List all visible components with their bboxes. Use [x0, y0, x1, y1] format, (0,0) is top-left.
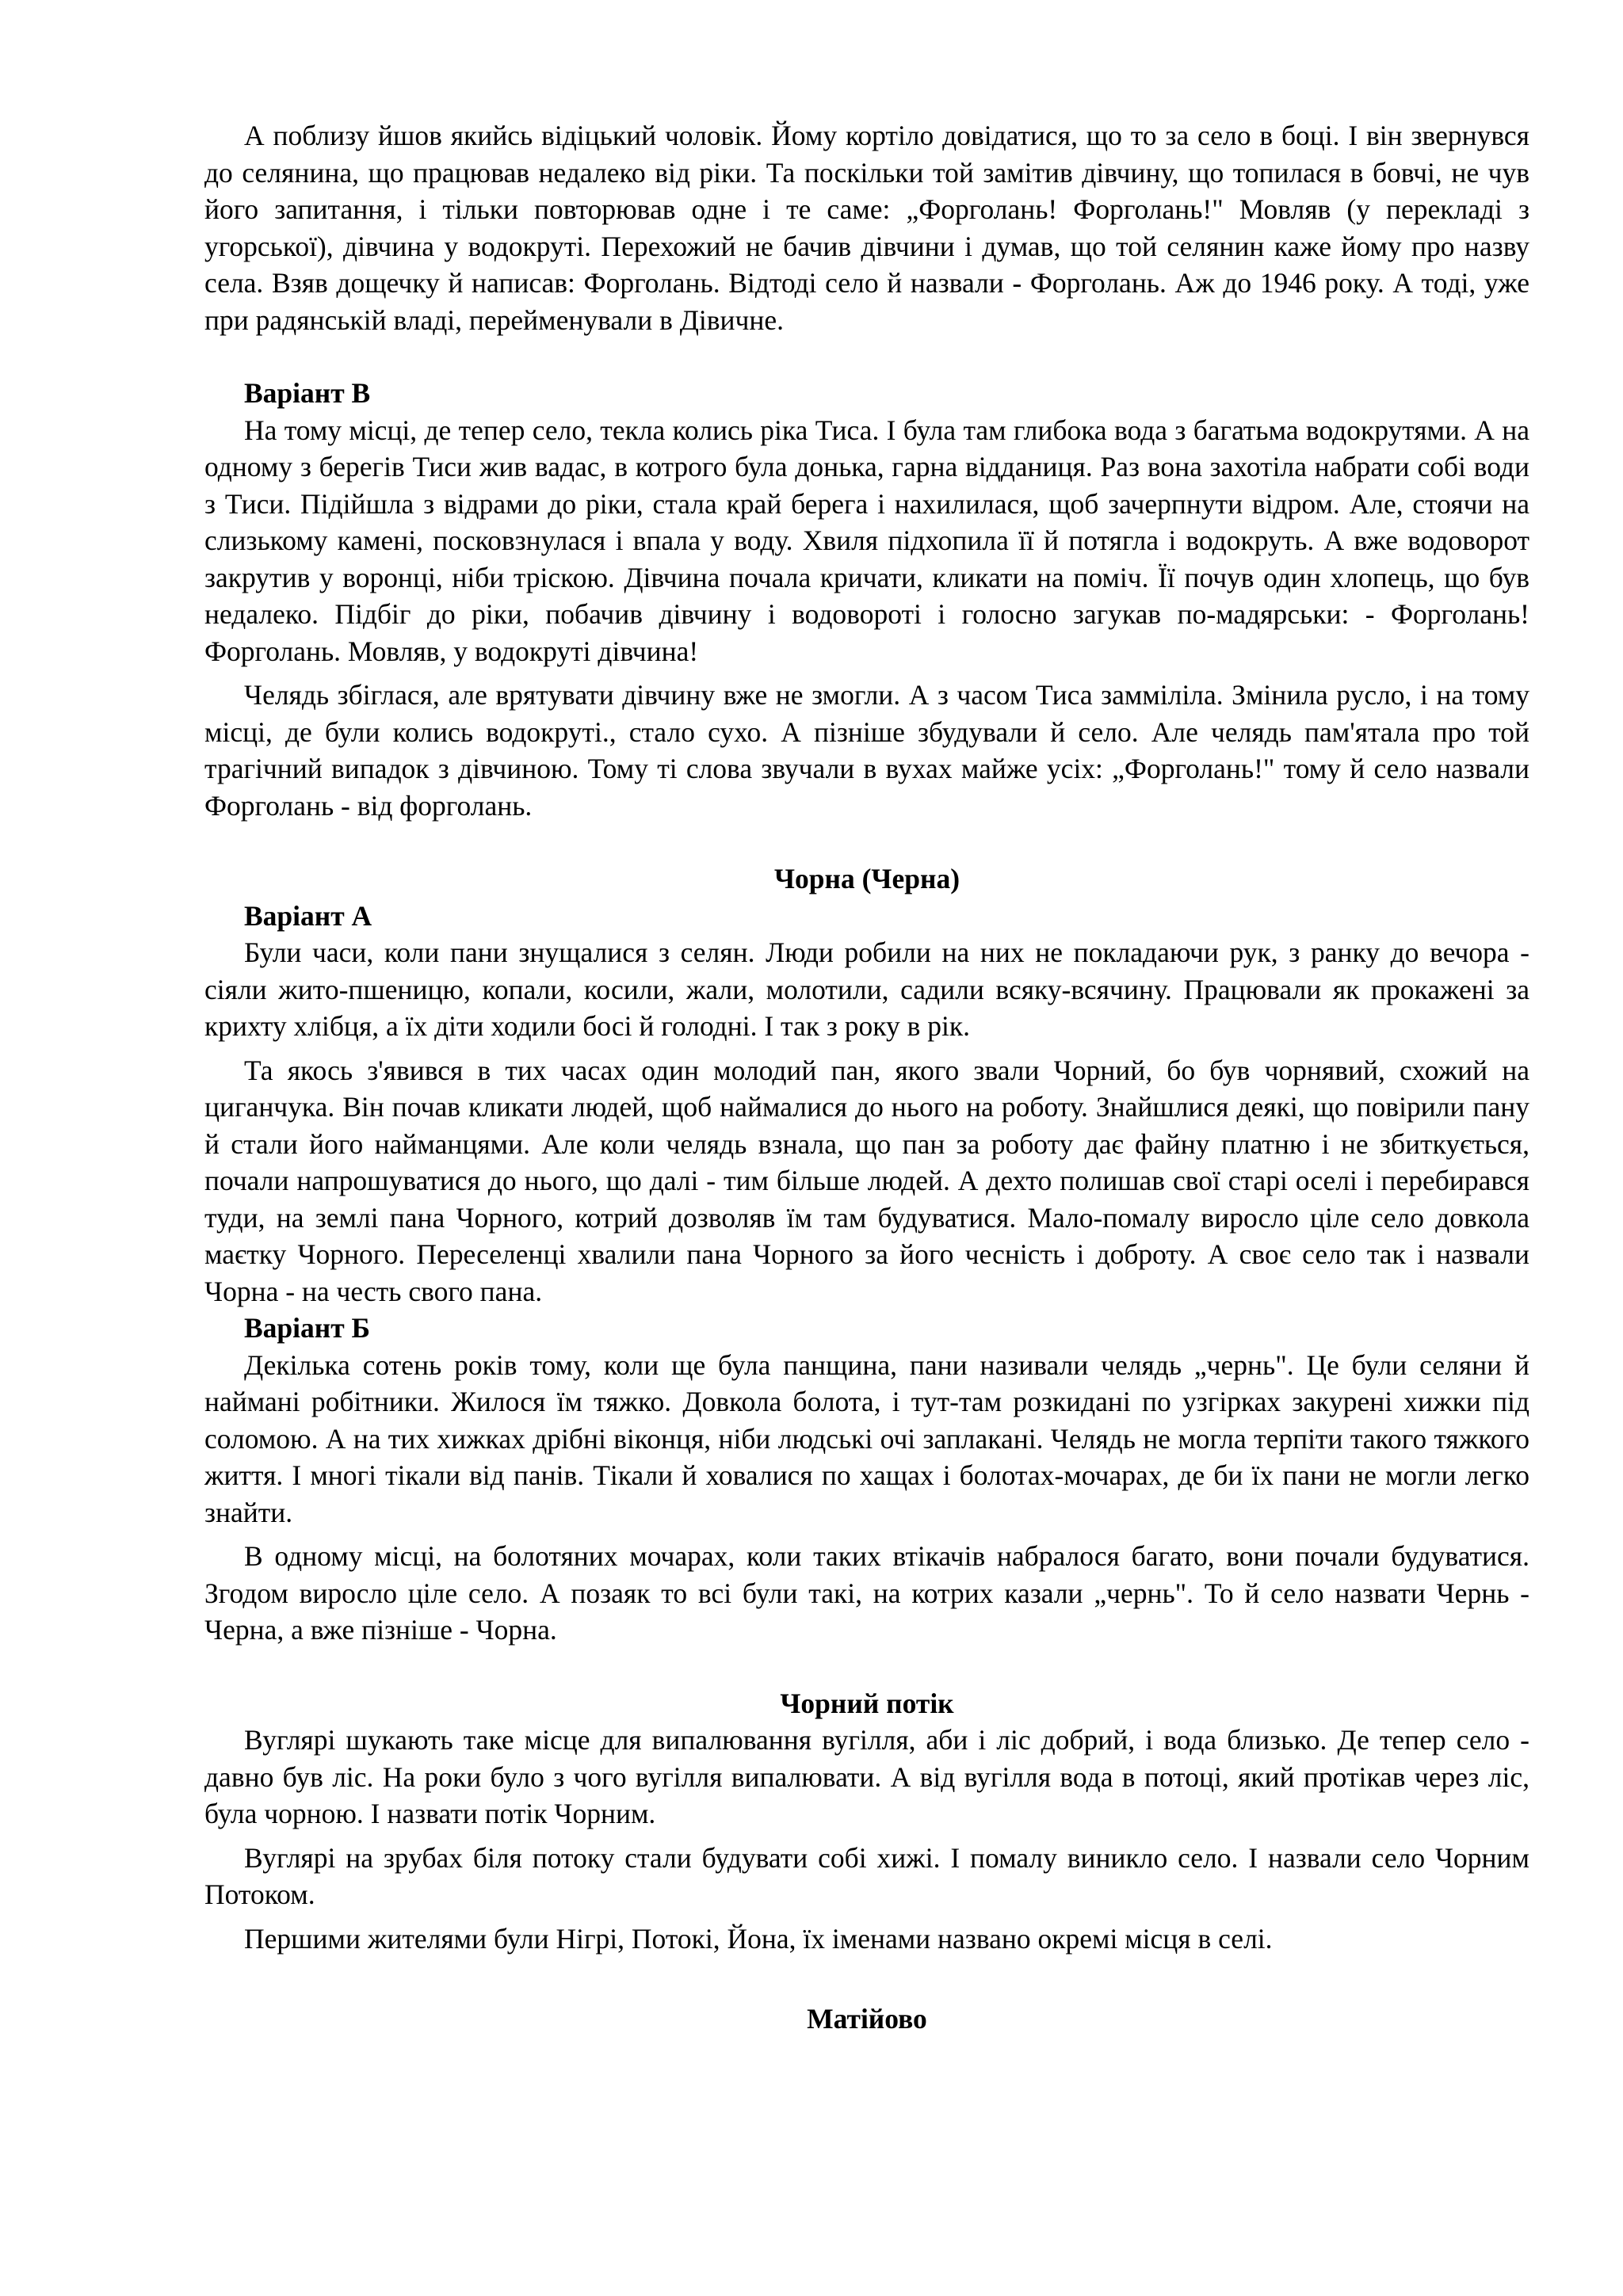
section-gap: [204, 1649, 1529, 1685]
variant-v-paragraph: Челядь збіглася, але врятувати дівчину вже не змогли. А з часом Тиса замміліла. Змінила русло, і на тому місці, де були колись водокруті., стало сухо. А пізніше збудували й село. Але челядь пам'ятала про той трагічний випадок з дівчиною. Тому ті слова звучали в вухах майже усіх: „Форголань!" тому й село назвали Форголань - від форголань.: [204, 679, 1529, 822]
variant-v-paragraph: На тому місці, де тепер село, текла колись ріка Тиса. І була там глибока вода з багатьма водокрутями. А на одному з берегів Тиси жив вадас, в котрого була донька, гарна відданиця. Раз вона захотіла набрати собі води з Тиси. Підійшла з відрами до ріки, стала край берега і нахилилася, щоб зачерпнути відром. Але, стоячи на слизькому камені, посковзнулася і впала у воду. Хвиля підхопила її й потягла і водокруть. А вже водоворот закрутив у воронці, ніби тріскою. Дівчина почала кричати, кликати на поміч. Її почув один хлопець, що був недалеко. Підбіг до ріки, побачив дівчину і водовороті і голосно загукав по-мадярськи: - Форголань! Форголань. Мовляв, у водокруті дівчина!: [204, 414, 1529, 667]
chorna-variant-a-title: Варіант А: [244, 899, 372, 932]
chornyi-potik-paragraph: Вуглярі шукають таке місце для випалювання вугілля, аби і ліс добрий, і вода близько. Де тепер село - давно був ліс. На роки було з чого вугілля випалювати. А від вугілля вода в потоці, який протікав через ліс, була чорною. І назвати потік Чорним.: [204, 1724, 1529, 1829]
paragraph-gap: [204, 1833, 1529, 1840]
chorna-variant-b-paragraph: Декілька сотень років тому, коли ще була панщина, пани називали челядь „чернь". Це були селяни й наймані робітники. Жилося їм тяжко. Довкола болота, і тут-там розкидані по узгірках закурені хижки під соломою. А на тих хижках дрібні віконця, ніби людські очі заплакані. Челядь не могла терпіти такого тяжкого життя. І многі тікали від панів. Тікали й ховалися по хащах і болотах-мочарах, де би їх пани не могли легко знайти.: [204, 1348, 1529, 1528]
chorna-variant-a-paragraph: Були часи, коли пани знущалися з селян. Люди робили на них не покладаючи рук, з ранку до вечора - сіяли жито-пшеницю, копали, косили, жали, молотили, садили всяку-всячину. Працювали як прокажені за крихту хлібця, а їх діти ходили босі й голодні. І так з року в рік.: [204, 936, 1529, 1042]
paragraph-gap: [204, 1045, 1529, 1052]
variant-v-title: Варіант В: [244, 377, 371, 409]
section-gap: [204, 338, 1529, 375]
chorna-variant-b-title: Варіант Б: [244, 1312, 371, 1344]
section-heading-matiiovo: Матійово: [807, 2003, 927, 2035]
paragraph-gap: [204, 1913, 1529, 1920]
chorna-variant-a-paragraph: Та якось з'явився в тих часах один молодий пан, якого звали Чорний, бо був чорнявий, схожий на циганчука. Він почав кликати людей, щоб наймалися до нього на роботу. Знайшлися деякі, що повірили пану й стали його найманцями. Але коли челядь взнала, що пан за роботу дає файну платню і не збиткується, почали напрошуватися до нього, що далі - тим більше людей. А дехто полишав свої старі оселі і перебирався туди, на землі пана Чорного, котрий дозволяв їм там будуватися. Мало-помалу виросло ціле село довкола маєтку Чорного. Переселенці хвалили пана Чорного за його чесність і доброту. А своє село так і назвали Чорна - на честь свого пана.: [204, 1054, 1529, 1307]
section-gap: [204, 1957, 1529, 1993]
chornyi-potik-paragraph: Першими жителями були Нігрі, Потокі, Йона, їх іменами названо окремі місця в селі.: [244, 1922, 1273, 1955]
chorna-variant-b-paragraph: В одному місці, на болотяних мочарах, коли таких втікачів набралося багато, вони почали будуватися. Згодом виросло ціле село. А позаяк то всі були такі, на котрих казали „чернь". То й село назвати Чернь - Черна, а вже пізніше - Чорна.: [204, 1540, 1529, 1646]
paragraph-gap: [204, 1993, 1529, 2000]
document-content: [204, 117, 1529, 2038]
paragraph-gap: [204, 669, 1529, 677]
paragraph-gap: [204, 1531, 1529, 1538]
section-gap: [204, 824, 1529, 860]
section-heading-chorna: Чорна (Черна): [773, 863, 960, 894]
section-heading-chornyi-potik: Чорний потік: [780, 1687, 954, 1719]
intro-paragraph: А поблизу йшов якийсь відіцький чоловік. Йому кортіло довідатися, що то за село в боці. І він звернувся до селянина, що працював недалеко від ріки. Та поскільки той замітив дівчину, що топилася в бовчі, не чув його запитання, і тільки повторював одне і те саме: „Форголань! Форголань!" Мовляв (у перекладі з угорської), дівчина у водокруті. Перехожий не бачив дівчини і думав, що той селянин каже йому про назву села. Взяв дощечку й написав: Форголань. Відтоді село й назвали - Форголань. Аж до 1946 року. А тоді, уже при радянській владі, перейменували в Дівичне.: [204, 120, 1529, 336]
chornyi-potik-paragraph: Вуглярі на зрубах біля потоку стали будувати собі хижі. І помалу виникло село. І назвали село Чорним Потоком.: [204, 1841, 1529, 1910]
